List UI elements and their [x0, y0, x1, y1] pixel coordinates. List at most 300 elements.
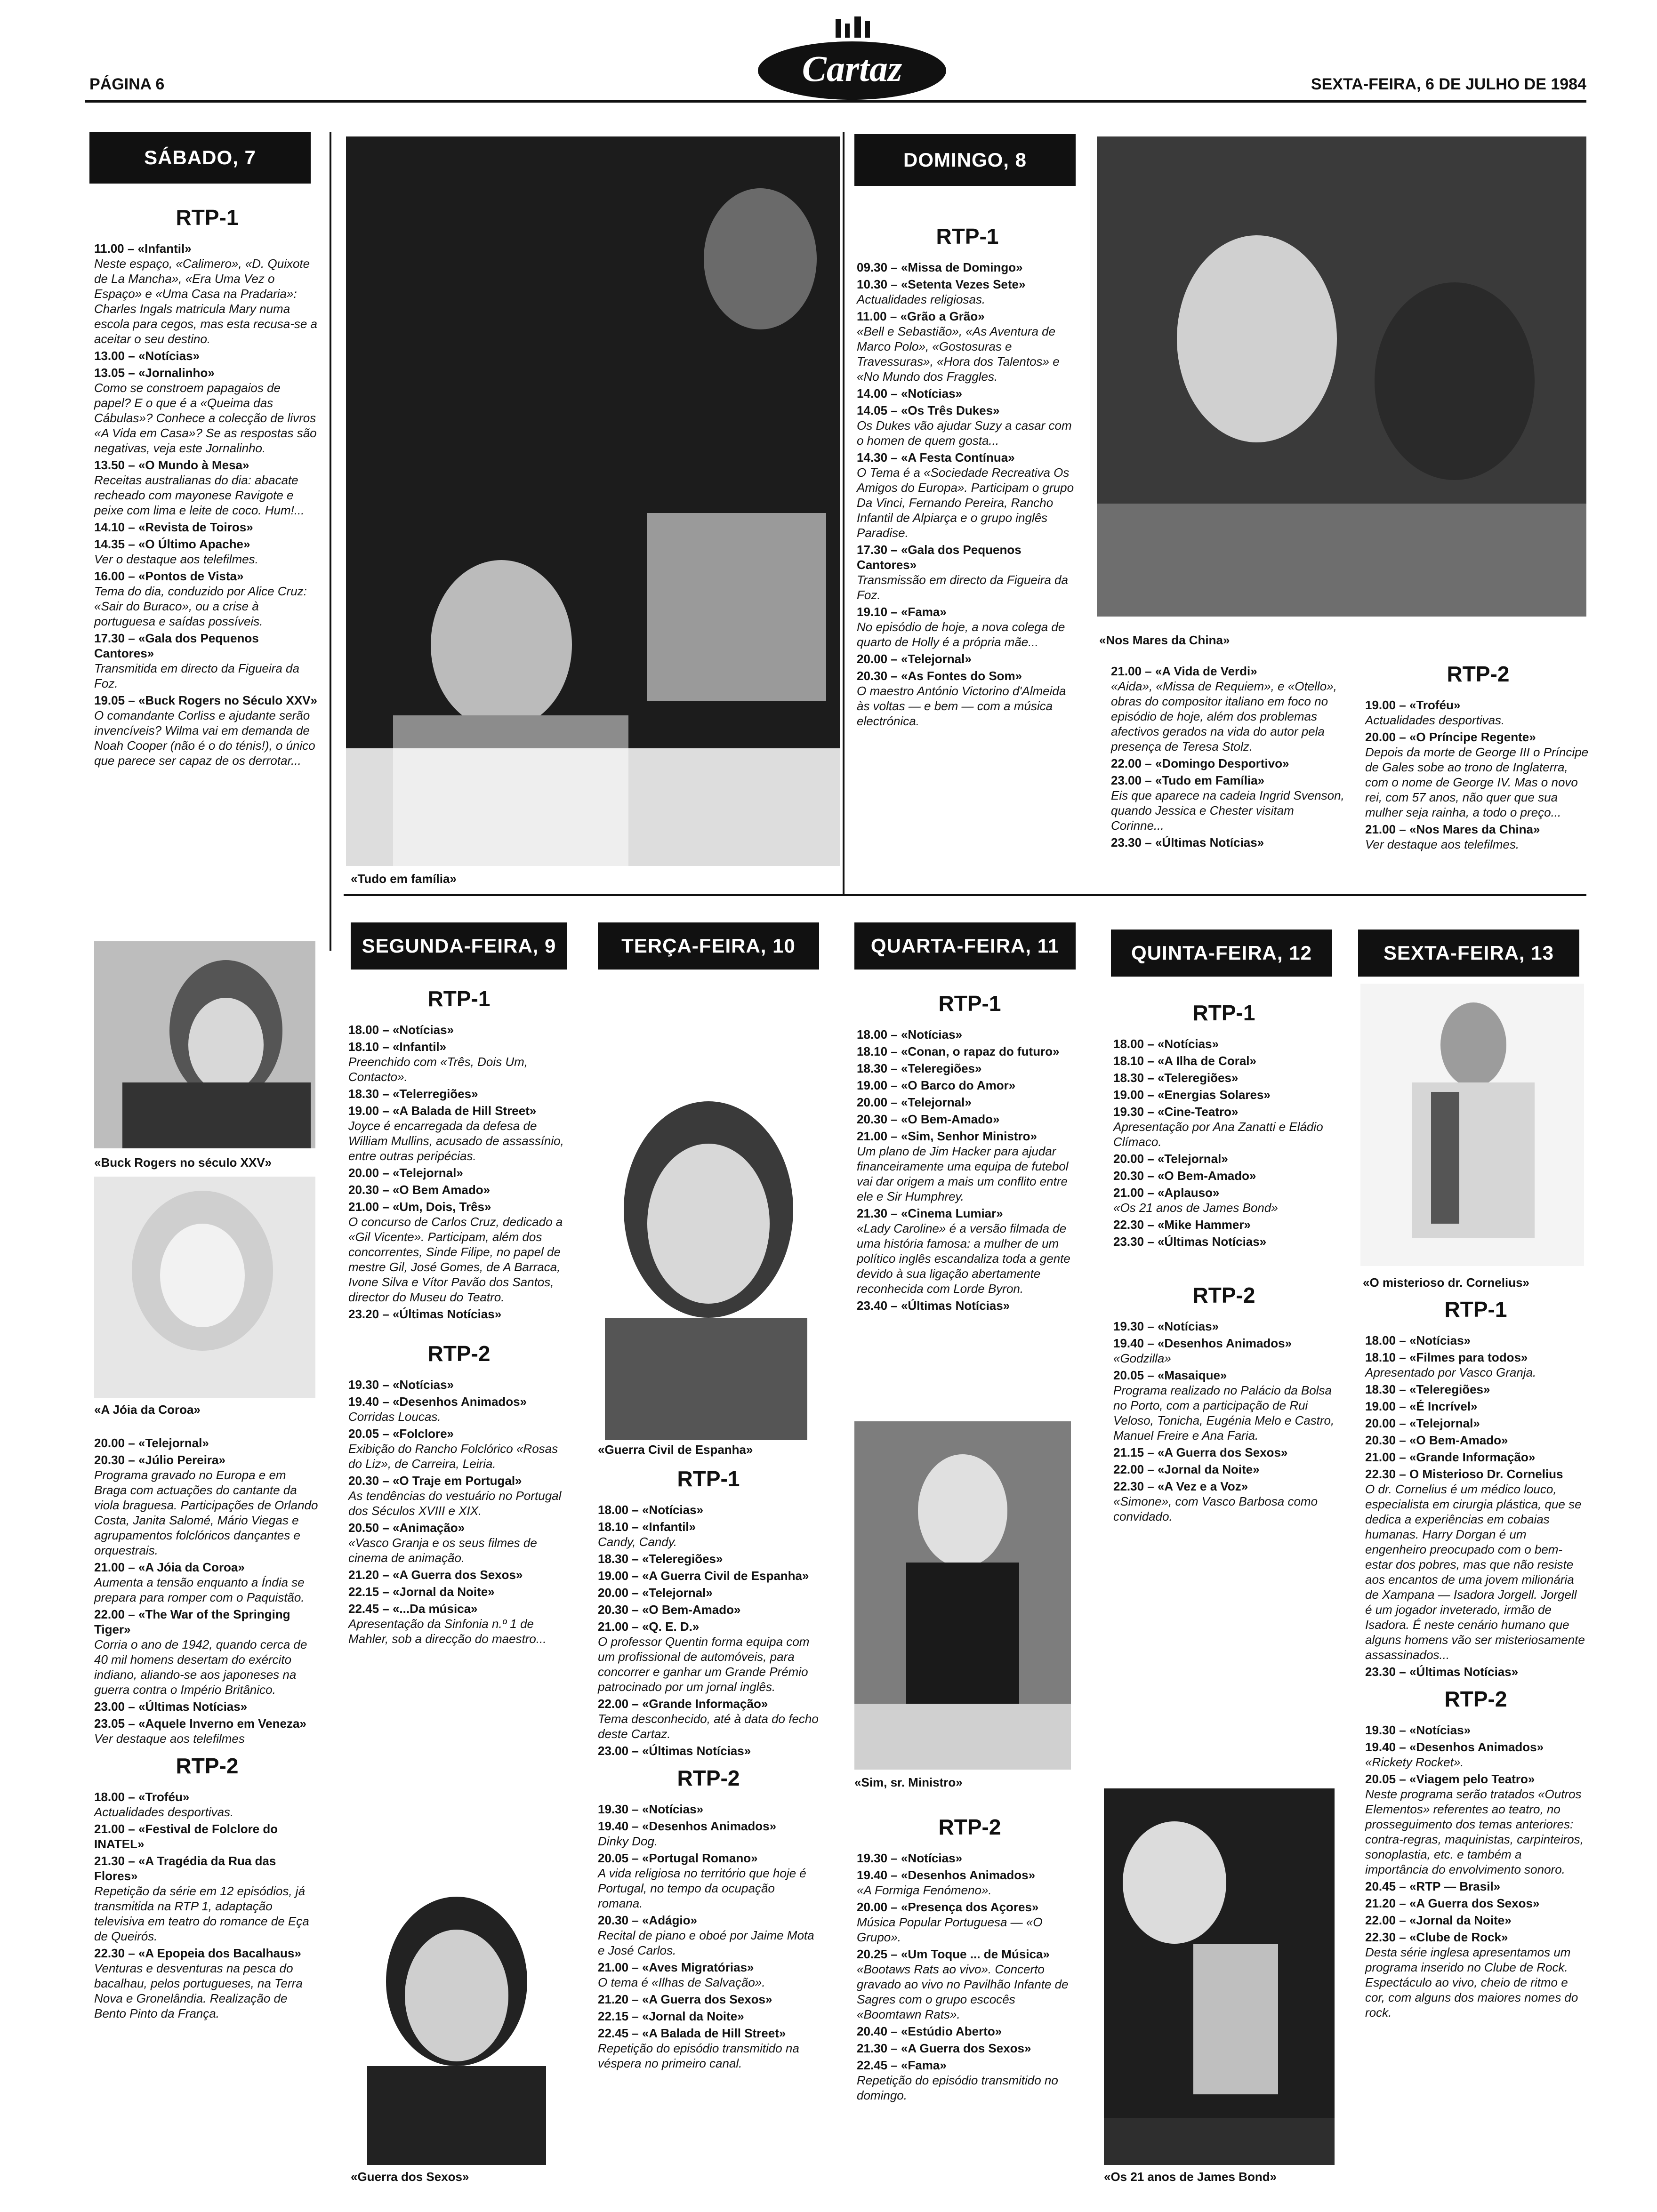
program-time-title: 23.30 – «Últimas Notícias»	[1113, 1234, 1267, 1249]
program-time-title: 18.30 – «Teleregiões»	[598, 1552, 723, 1566]
program-description: «Godzilla»	[1113, 1351, 1171, 1365]
schedule-entry	[94, 569, 320, 629]
program-time-title: 20.25 – «Um Toque ... de Música»	[857, 1947, 1050, 1961]
channel-heading: RTP-1	[677, 1467, 740, 1491]
schedule-entry	[598, 1619, 819, 1694]
masthead-logo	[753, 14, 951, 104]
schedule-entry	[1111, 835, 1346, 850]
schedule-entry	[1113, 1185, 1335, 1215]
schedule-entry	[1113, 1234, 1335, 1249]
schedule-entry	[348, 1601, 570, 1646]
program-time-title: 18.10 – «Conan, o rapaz do futuro»	[857, 1044, 1060, 1058]
program-description: Preenchido com «Três, Dois Um, Contacto».	[348, 1055, 528, 1084]
schedule-entry	[598, 1568, 819, 1583]
svg-text:Cartaz: Cartaz	[802, 48, 902, 89]
schedule-entry	[1365, 1723, 1586, 1738]
program-description: Depois da morte de George III o Príncipe de Gales sobe ao trono de Inglaterra, com o nome de George IV. Mas o novo rei, com 57 anos, não quer que sua mulher seja rainha, a todo o preço...	[1365, 745, 1589, 819]
channel-heading: RTP-1	[1192, 1001, 1255, 1025]
program-time-title: 18.00 – «Notícias»	[1365, 1333, 1471, 1347]
schedule-entry	[598, 1519, 819, 1549]
channel-heading: RTP-1	[1444, 1297, 1507, 1322]
program-description: Apresentado por Vasco Granja.	[1365, 1365, 1536, 1379]
program-time-title: 22.45 – «A Balada de Hill Street»	[598, 2026, 786, 2040]
schedule-entry	[1111, 756, 1346, 771]
photo-guerra-dos-sexos	[348, 1878, 565, 2165]
program-time-title: 20.30 – «O Bem-Amado»	[1113, 1169, 1256, 1183]
program-description: Neste espaço, «Calimero», «D. Quixote de La Mancha», «Era Uma Vez o Espaço» e «Uma Casa na Pradaria»: Charles Ingals matricula Mary numa escola para cegos, mas esta recusa-se a aceitar o seu destino.	[94, 256, 318, 346]
schedule-entry	[1113, 1479, 1335, 1524]
program-description: Venturas e desventuras na pesca do bacalhau, pelos portugueses, na Terra Nova e Gronelândia. Realização de Bento Pinto da França.	[94, 1961, 303, 2020]
photo-joia-coroa	[94, 1177, 315, 1398]
program-description: Apresentação da Sinfonia n.º 1 de Mahler, sob a direcção do maestro...	[348, 1617, 547, 1646]
program-time-title: 19.00 – «É Incrível»	[1365, 1399, 1478, 1413]
program-time-title: 19.05 – «Buck Rogers no Século XXV»	[94, 693, 317, 707]
program-time-title: 11.00 – «Grão a Grão»	[857, 309, 985, 323]
program-time-title: 19.30 – «Notícias»	[348, 1378, 454, 1392]
program-description: Transmitida em directo da Figueira da Foz.	[94, 661, 299, 690]
program-time-title: 23.30 – «Últimas Notícias»	[1111, 835, 1264, 850]
caption-sim-sr-ministro: «Sim, sr. Ministro»	[854, 1775, 963, 1789]
program-time-title: 20.00 – «Telejornal»	[94, 1436, 209, 1450]
program-time-title: 18.10 – «Filmes para todos»	[1365, 1350, 1528, 1364]
schedule-entry	[94, 1789, 320, 1819]
schedule-entry	[1365, 1664, 1586, 1679]
program-time-title: 19.30 – «Cine-Teatro»	[1113, 1105, 1239, 1119]
schedule-entry	[857, 1044, 1083, 1059]
program-description: «Aida», «Missa de Requiem», e «Otello», obras do compositor italiano em foco no episódio de hoje, além dos problemas afectivos gerados na vida do autor pela presença de Teresa Stolz.	[1111, 679, 1337, 753]
schedule-entry	[1113, 1036, 1335, 1051]
program-description: Exibição do Rancho Folclórico «Rosas do Liz», de Carreira, Leiria.	[348, 1442, 558, 1471]
program-time-title: 22.45 – «Fama»	[857, 2058, 947, 2072]
program-description: «Rickety Rocket».	[1365, 1755, 1464, 1769]
channel-heading: RTP-2	[176, 1754, 239, 1778]
schedule-entry	[1365, 1913, 1586, 1928]
program-time-title: 19.40 – «Desenhos Animados»	[348, 1395, 527, 1409]
program-description: «Bell e Sebastião», «As Aventura de Marco Polo», «Gostosuras e Travessuras», «Hora dos Talentos» e «No Mundo dos Fraggles.	[857, 324, 1060, 384]
schedule-entry	[857, 309, 1078, 384]
program-description: Como se constroem papagaios de papel? E o que é a «Queima das Cábulas»? Conhece a colecção de livros «A Vida em Casa»? Se as respostas são negativas, veja este Jornalinho.	[94, 381, 317, 455]
program-time-title: 20.30 – «O Bem Amado»	[348, 1183, 491, 1197]
photo-sim-sr-ministro	[854, 1421, 1071, 1770]
program-time-title: 20.05 – «Viagem pelo Teatro»	[1365, 1772, 1535, 1786]
caption-guerra-civil-espanha: «Guerra Civil de Espanha»	[598, 1443, 753, 1457]
photo-dr-cornelius	[1360, 984, 1584, 1266]
schedule-domingo-rtp2	[1365, 654, 1591, 854]
section-rule	[344, 894, 1586, 896]
channel-heading: RTP-1	[176, 205, 239, 230]
program-time-title: 23.40 – «Últimas Notícias»	[857, 1298, 1010, 1313]
program-description: Aumenta a tensão enquanto a Índia se prepara para romper com o Paquistão.	[94, 1575, 305, 1604]
program-time-title: 22.30 – «Mike Hammer»	[1113, 1218, 1251, 1232]
schedule-entry	[598, 1819, 819, 1849]
program-time-title: 23.00 – «Últimas Notícias»	[598, 1744, 751, 1758]
program-time-title: 20.50 – «Animação»	[348, 1521, 465, 1535]
schedule-entry	[94, 1853, 320, 1944]
program-time-title: 19.10 – «Fama»	[857, 605, 947, 619]
program-description: A vida religiosa no território que hoje é Portugal, no tempo da ocupação romana.	[598, 1866, 806, 1910]
program-time-title: 21.00 – «A Vida de Verdi»	[1111, 664, 1257, 678]
schedule-terca	[598, 1459, 819, 2073]
channel-heading: RTP-2	[1444, 1687, 1507, 1711]
program-time-title: 21.15 – «A Guerra dos Sexos»	[1113, 1445, 1288, 1459]
program-description: Corridas Loucas.	[348, 1410, 441, 1424]
program-time-title: 21.30 – «A Guerra dos Sexos»	[857, 2041, 1031, 2055]
day-banner-segunda: SEGUNDA-FEIRA, 9	[351, 922, 567, 970]
photo-nos-mares-da-china	[1097, 136, 1586, 617]
schedule-entry	[857, 1206, 1083, 1296]
schedule-entry	[94, 457, 320, 518]
schedule-entry	[348, 1086, 570, 1101]
program-time-title: 21.30 – «Cinema Lumiar»	[857, 1206, 1003, 1220]
program-time-title: 14.05 – «Os Três Dukes»	[857, 403, 1000, 417]
schedule-entry	[857, 277, 1078, 307]
program-time-title: 20.30 – «As Fontes do Som»	[857, 669, 1022, 683]
schedule-entry	[1113, 1104, 1335, 1149]
program-time-title: 21.00 – «Aves Migratórias»	[598, 1960, 754, 1974]
schedule-entry	[94, 631, 320, 691]
schedule-entry	[598, 1585, 819, 1600]
program-description: Tema desconhecido, até à data do fecho deste Cartaz.	[598, 1712, 819, 1741]
schedule-entry	[348, 1520, 570, 1565]
program-description: Programa gravado no Europa e em Braga com actuações do cantante da viola braguesa. Participações de Orlando Costa, Janita Salomé, Mário Viegas e agrupamentos folclóricos dançantes e orquestrais.	[94, 1468, 318, 1557]
program-time-title: 18.00 – «Notícias»	[598, 1503, 704, 1517]
program-time-title: 22.00 – «The War of the Springing Tiger»	[94, 1607, 290, 1636]
schedule-entry	[1365, 822, 1591, 852]
photo-james-bond	[1104, 1788, 1335, 2165]
caption-james-bond: «Os 21 anos de James Bond»	[1104, 2170, 1277, 2184]
caption-buck-rogers: «Buck Rogers no século XXV»	[94, 1155, 272, 1170]
program-time-title: 22.45 – «...Da música»	[348, 1602, 478, 1616]
program-time-title: 14.35 – «O Último Apache»	[94, 537, 250, 551]
program-description: Corria o ano de 1942, quando cerca de 40 mil homens desertam do exército indiano, aliando-se aos japoneses na guerra contra o Império Britânico.	[94, 1637, 307, 1697]
program-description: Música Popular Portuguesa — «O Grupo».	[857, 1915, 1043, 1944]
schedule-entry	[94, 348, 320, 363]
schedule-entry	[1111, 664, 1346, 754]
program-time-title: 20.30 – «O Bem-Amado»	[598, 1603, 741, 1617]
schedule-entry	[94, 1821, 320, 1851]
schedule-entry	[598, 1743, 819, 1758]
schedule-entry	[598, 1551, 819, 1566]
program-time-title: 18.10 – «Infantil»	[598, 1520, 696, 1534]
program-time-title: 09.30 – «Missa de Domingo»	[857, 260, 1023, 274]
schedule-entry	[348, 1377, 570, 1392]
program-description: Eis que aparece na cadeia Ingrid Svenson, quando Jessica e Chester visitam Corinne...	[1111, 788, 1344, 833]
channel-heading: RTP-2	[938, 1815, 1001, 1839]
program-time-title: 21.00 – «Nos Mares da China»	[1365, 822, 1540, 836]
header-rule	[85, 100, 1586, 103]
schedule-entry	[1365, 1879, 1586, 1894]
program-description: Ver o destaque aos telefilmes.	[94, 552, 258, 566]
program-time-title: 18.30 – «Teleregiões»	[1113, 1071, 1239, 1085]
program-description: O concurso de Carlos Cruz, dedicado a «Gil Vicente». Participam, além dos concorrentes, Sinde Filipe, no papel de mestre Gil, José Gomes, de A Barraca, Ivone Silva e Vítor Pavão dos Santos, director do Museu do Teatro.	[348, 1215, 563, 1304]
schedule-entry	[94, 365, 320, 456]
program-description: O maestro António Victorino d'Almeida às voltas — e bem — com a música electrónica.	[857, 684, 1066, 728]
program-description: Actualidades desportivas.	[94, 1805, 234, 1819]
program-time-title: 22.30 – O Misterioso Dr. Cornelius	[1365, 1467, 1563, 1481]
program-time-title: 14.00 – «Notícias»	[857, 386, 963, 401]
program-description: «Simone», com Vasco Barbosa como convidado.	[1113, 1494, 1318, 1523]
schedule-entry	[857, 1867, 1083, 1898]
channel-heading: RTP-2	[427, 1341, 491, 1366]
program-time-title: 21.00 – «Aplauso»	[1113, 1186, 1220, 1200]
program-time-title: 20.30 – «Adágio»	[598, 1913, 697, 1927]
program-description: Joyce é encarregada da defesa de William Mullins, acusado de assassínio, entre outras peripécias.	[348, 1119, 564, 1163]
day-banner-quarta: QUARTA-FEIRA, 11	[854, 922, 1076, 970]
schedule-entry	[348, 1426, 570, 1471]
schedule-entry	[94, 241, 320, 346]
program-time-title: 14.10 – «Revista de Toiros»	[94, 520, 253, 534]
program-description: Um plano de Jim Hacker para ajudar financeiramente uma equipa de futebol vai dar origem a mais um conflito entre ele e Sir Humphrey.	[857, 1144, 1069, 1203]
schedule-entry	[1113, 1445, 1335, 1460]
program-description: «A Formiga Fenómeno».	[857, 1883, 992, 1897]
schedule-sexta	[1365, 1290, 1586, 2022]
program-time-title: 22.15 – «Jornal da Noite»	[598, 2009, 744, 2023]
program-time-title: 19.00 – «A Guerra Civil de Espanha»	[598, 1569, 809, 1583]
program-time-title: 23.05 – «Aquele Inverno em Veneza»	[94, 1716, 306, 1731]
program-time-title: 13.50 – «O Mundo à Mesa»	[94, 458, 249, 472]
schedule-entry	[1365, 1350, 1586, 1380]
schedule-entry	[1113, 1070, 1335, 1085]
program-time-title: 22.30 – «A Epopeia dos Bacalhaus»	[94, 1946, 301, 1960]
program-time-title: 18.30 – «Teleregiões»	[857, 1061, 982, 1075]
schedule-quarta-rtp1	[857, 984, 1083, 1315]
schedule-entry	[348, 1022, 570, 1037]
program-time-title: 21.00 – «Festival de Folclore do INATEL»	[94, 1822, 278, 1851]
program-description: Recital de piano e oboé por Jaime Mota e José Carlos.	[598, 1928, 814, 1957]
schedule-entry	[1365, 1382, 1586, 1397]
schedule-entry	[348, 1394, 570, 1424]
schedule-entry	[94, 520, 320, 535]
program-time-title: 19.30 – «Notícias»	[1365, 1723, 1471, 1737]
program-time-title: 18.00 – «Troféu»	[94, 1790, 190, 1804]
program-time-title: 20.00 – «Telejornal»	[1365, 1416, 1480, 1430]
photo-guerra-civil-espanha	[595, 1054, 817, 1440]
schedule-entry	[857, 2058, 1083, 2103]
schedule-entry	[1113, 1319, 1335, 1334]
schedule-entry	[598, 1502, 819, 1517]
schedule-entry	[598, 1960, 819, 1990]
day-banner-quinta: QUINTA-FEIRA, 12	[1111, 930, 1332, 977]
schedule-entry	[1365, 1433, 1586, 1448]
channel-heading: RTP-1	[938, 991, 1001, 1016]
schedule-entry	[94, 1435, 320, 1451]
schedule-quinta	[1113, 993, 1335, 1526]
schedule-entry	[348, 1039, 570, 1084]
schedule-entry	[348, 1165, 570, 1180]
program-time-title: 10.30 – «Setenta Vezes Sete»	[857, 277, 1026, 291]
schedule-entry	[598, 1913, 819, 1958]
schedule-entry	[1113, 1053, 1335, 1068]
program-time-title: 20.00 – «Telejornal»	[857, 1095, 972, 1109]
schedule-entry	[857, 1095, 1083, 1110]
program-description: O tema é «Ilhas de Salvação».	[598, 1975, 765, 1989]
program-time-title: 20.00 – «Telejornal»	[1113, 1152, 1228, 1166]
schedule-entry	[857, 668, 1078, 729]
program-time-title: 19.30 – «Notícias»	[857, 1851, 963, 1865]
schedule-entry	[1365, 1450, 1586, 1465]
program-time-title: 22.30 – «Clube de Rock»	[1365, 1930, 1508, 1944]
program-description: Programa realizado no Palácio da Bolsa no Porto, com a participação de Rui Veloso, Tonicha, Eugénia Melo e Castro, Manuel Freire e Ana Faria.	[1113, 1383, 1335, 1443]
program-description: Neste programa serão tratados «Outros Elementos» referentes ao teatro, no prosseguimento dos temas anteriores: contra-regras, maquinistas, carpinteiros, sonoplastia, etc. e também a importância do envolvimento sonoro.	[1365, 1787, 1584, 1876]
program-description: Repetição da série em 12 episódios, já transmitida na RTP 1, adaptação televisiva em teatro do romance de Eça de Queirós.	[94, 1884, 309, 1943]
schedule-entry	[857, 1298, 1083, 1313]
schedule-entry	[857, 450, 1078, 540]
schedule-entry	[1365, 1416, 1586, 1431]
program-description: Tema do dia, conduzido por Alice Cruz: «Sair do Buraco», ou a crise à portuguesa e saídas possíveis.	[94, 584, 307, 628]
day-banner-terca: TERÇA-FEIRA, 10	[598, 922, 819, 970]
program-description: No episódio de hoje, a nova colega de quarto de Holly é a própria mãe...	[857, 620, 1065, 649]
day-banner-domingo: DOMINGO, 8	[854, 134, 1076, 186]
caption-dr-cornelius: «O misterioso dr. Cornelius»	[1363, 1275, 1529, 1290]
schedule-entry	[857, 651, 1078, 666]
program-time-title: 20.30 – «O Traje em Portugal»	[348, 1474, 522, 1488]
program-time-title: 18.10 – «A Ilha de Coral»	[1113, 1054, 1256, 1068]
schedule-entry	[1113, 1217, 1335, 1232]
program-time-title: 22.00 – «Jornal da Noite»	[1113, 1462, 1260, 1476]
schedule-entry	[348, 1584, 570, 1599]
schedule-entry	[1365, 1771, 1586, 1877]
program-time-title: 21.00 – «Sim, Senhor Ministro»	[857, 1129, 1037, 1143]
program-description: Ver destaque aos telefilmes.	[1365, 837, 1520, 851]
schedule-entry	[598, 1696, 819, 1741]
program-description: Os Dukes vão ajudar Suzy a casar com o homen de quem gosta...	[857, 418, 1072, 448]
program-description: Dinky Dog.	[598, 1834, 658, 1848]
schedule-entry	[1365, 1896, 1586, 1911]
program-time-title: 21.20 – «A Guerra dos Sexos»	[348, 1568, 523, 1582]
program-description: Actualidades religiosas.	[857, 292, 986, 306]
program-description: «Lady Caroline» é a versão filmada de uma história famosa: a mulher de um político inglês escandaliza toda a gente devido à sua ligação abertamente reconhecida com Lorde Byron.	[857, 1221, 1070, 1296]
schedule-entry	[857, 403, 1078, 448]
schedule-entry	[1365, 1739, 1586, 1770]
program-description: O Tema é a «Sociedade Recreativa Os Amigos do Europa». Participam o grupo Da Vinci, Fernando Pereira, Rancho Infantil de Alpiarça e o grupo inglês Paradise.	[857, 465, 1074, 540]
program-time-title: 11.00 – «Infantil»	[94, 241, 192, 256]
schedule-entry	[1113, 1168, 1335, 1183]
schedule-sabado-rtp1	[94, 198, 320, 770]
schedule-entry	[1113, 1462, 1335, 1477]
schedule-entry	[1113, 1151, 1335, 1166]
program-time-title: 20.40 – «Estúdio Aberto»	[857, 2024, 1002, 2038]
program-description: Transmissão em directo da Figueira da Foz.	[857, 573, 1068, 602]
schedule-entry	[857, 1112, 1083, 1127]
channel-heading: RTP-1	[427, 986, 491, 1011]
program-time-title: 20.00 – «O Príncipe Regente»	[1365, 730, 1536, 744]
program-time-title: 20.00 – «Telejornal»	[598, 1586, 713, 1600]
program-time-title: 20.30 – «O Bem-Amado»	[857, 1112, 1000, 1126]
program-time-title: 14.30 – «A Festa Contínua»	[857, 450, 1015, 465]
program-description: As tendências do vestuário no Portugal dos Séculos XVIII e XIX.	[348, 1489, 562, 1518]
schedule-entry	[94, 1560, 320, 1605]
program-time-title: 19.30 – «Notícias»	[598, 1802, 704, 1816]
program-time-title: 21.30 – «A Tragédia da Rua das Flores»	[94, 1854, 276, 1883]
program-time-title: 20.00 – «Presença dos Açores»	[857, 1900, 1039, 1914]
schedule-entry	[348, 1199, 570, 1305]
program-time-title: 19.00 – «A Balada de Hill Street»	[348, 1104, 537, 1118]
program-time-title: 19.00 – «O Barco do Amor»	[857, 1078, 1016, 1092]
schedule-entry	[857, 1061, 1083, 1076]
schedule-entry	[857, 1899, 1083, 1945]
schedule-entry	[94, 1716, 320, 1746]
program-time-title: 18.00 – «Notícias»	[857, 1027, 963, 1042]
program-time-title: 20.05 – «Portugal Romano»	[598, 1851, 758, 1865]
program-time-title: 21.00 – «Grande Informação»	[1365, 1450, 1536, 1464]
channel-heading: RTP-2	[1447, 662, 1510, 686]
schedule-entry	[94, 693, 320, 768]
schedule-entry	[1365, 697, 1591, 728]
schedule-entry	[598, 2009, 819, 2024]
schedule-entry	[1113, 1336, 1335, 1366]
program-description: Actualidades desportivas.	[1365, 713, 1505, 727]
schedule-entry	[857, 1129, 1083, 1204]
program-time-title: 18.30 – «Teleregiões»	[1365, 1382, 1490, 1396]
program-time-title: 19.40 – «Desenhos Animados»	[857, 1868, 1036, 1882]
schedule-entry	[857, 604, 1078, 649]
schedule-entry	[348, 1103, 570, 1163]
program-time-title: 19.40 – «Desenhos Animados»	[1365, 1740, 1544, 1754]
caption-nos-mares-da-china: «Nos Mares da China»	[1099, 633, 1230, 647]
page-number: PÁGINA 6	[89, 75, 165, 93]
schedule-entry	[1113, 1368, 1335, 1443]
channel-heading: RTP-2	[677, 1766, 740, 1790]
schedule-entry	[348, 1182, 570, 1197]
program-time-title: 13.05 – «Jornalinho»	[94, 366, 215, 380]
program-time-title: 20.00 – «Telejornal»	[348, 1166, 463, 1180]
program-time-title: 22.00 – «Grande Informação»	[598, 1697, 768, 1711]
program-time-title: 18.30 – «Telerregiões»	[348, 1087, 478, 1101]
program-description: Repetição do episódio transmitido na véspera no primeiro canal.	[598, 2041, 799, 2070]
program-description: Apresentação por Ana Zanatti e Eládio Clímaco.	[1113, 1120, 1323, 1149]
program-time-title: 21.20 – «A Guerra dos Sexos»	[598, 1992, 772, 2006]
program-time-title: 17.30 – «Gala dos Pequenos Cantores»	[94, 631, 259, 660]
schedule-domingo-rtp1-evening	[1111, 664, 1346, 852]
schedule-entry	[1365, 1399, 1586, 1414]
program-time-title: 22.15 – «Jornal da Noite»	[348, 1585, 495, 1599]
schedule-entry	[348, 1473, 570, 1518]
program-time-title: 17.30 – «Gala dos Pequenos Cantores»	[857, 543, 1022, 572]
caption-guerra-dos-sexos: «Guerra dos Sexos»	[351, 2170, 469, 2184]
program-time-title: 22.30 – «A Vez e a Voz»	[1113, 1479, 1248, 1493]
schedule-entry	[857, 2041, 1083, 2056]
program-time-title: 20.05 – «Folclore»	[348, 1427, 454, 1441]
program-description: «Vasco Granja e os seus filmes de cinema de animação.	[348, 1536, 537, 1565]
program-time-title: 13.00 – «Notícias»	[94, 349, 200, 363]
channel-heading: RTP-2	[1192, 1283, 1255, 1307]
program-time-title: 21.00 – «Um, Dois, Três»	[348, 1200, 491, 1214]
program-time-title: 18.00 – «Notícias»	[348, 1023, 454, 1037]
caption-joia-coroa: «A Jóia da Coroa»	[94, 1403, 201, 1417]
schedule-entry	[598, 1802, 819, 1817]
schedule-entry	[598, 1992, 819, 2007]
program-description: Receitas australianas do dia: abacate recheado com mayonese Ravigote e peixe com lima e leite de coco. Hum!...	[94, 473, 305, 517]
program-time-title: 20.45 – «RTP — Brasil»	[1365, 1879, 1501, 1893]
program-time-title: 22.00 – «Jornal da Noite»	[1365, 1913, 1512, 1927]
program-time-title: 23.00 – «Últimas Notícias»	[94, 1699, 248, 1714]
program-time-title: 19.30 – «Notícias»	[1113, 1319, 1219, 1333]
program-time-title: 20.30 – «O Bem-Amado»	[1365, 1433, 1508, 1447]
photo-buck-rogers	[94, 941, 315, 1148]
schedule-entry	[598, 1602, 819, 1617]
photo-tudo-em-familia	[346, 136, 840, 866]
schedule-entry	[857, 1027, 1083, 1042]
schedule-entry	[1113, 1087, 1335, 1102]
program-time-title: 22.00 – «Domingo Desportivo»	[1111, 756, 1289, 770]
program-time-title: 20.00 – «Telejornal»	[857, 652, 972, 666]
program-description: Repetição do episódio transmitido no domingo.	[857, 2073, 1058, 2102]
program-time-title: 19.40 – «Desenhos Animados»	[598, 1819, 777, 1833]
schedule-entry	[1365, 1930, 1586, 2020]
program-description: O professor Quentin forma equipa com um profissional de automóveis, para concorrer e ganhar um Grande Prémio patrocinado por um jornal inglês.	[598, 1635, 810, 1694]
schedule-entry	[94, 537, 320, 567]
program-description: Desta série inglesa apresentamos um programa inserido no Clube de Rock. Espectáculo ao vivo, cheio de ritmo e cor, com alguns dos maiores nomes do rock.	[1365, 1945, 1578, 2020]
